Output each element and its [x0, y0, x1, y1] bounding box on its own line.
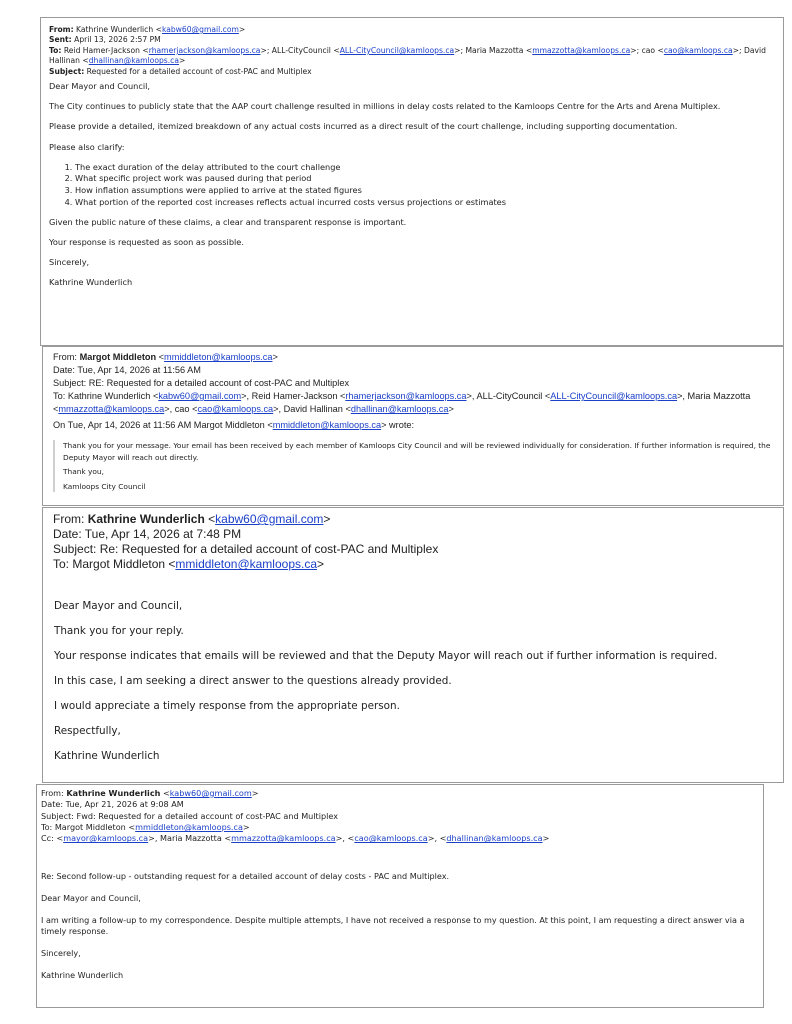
closing: Respectfully, — [54, 725, 121, 738]
body-paragraph: The City continues to publicly state that the AAP court challenge resulted in millions in delay costs related to the Kamloops Centre for the Arts and Arena Multiplex. — [49, 101, 721, 112]
recipient-name: cao — [641, 45, 656, 55]
recipient-email-link[interactable]: rhamerjackson@kamloops.ca — [345, 391, 467, 402]
email-body — [53, 600, 773, 762]
email-second-follow-up — [36, 784, 764, 1008]
subject-line — [49, 67, 775, 77]
email-header — [53, 351, 773, 416]
from-line: From: Kathrine Wunderlich <kabw60@gmail.com> — [53, 512, 331, 526]
to-label: To: — [41, 821, 53, 832]
question-list — [49, 162, 775, 209]
to-line: To: Kathrine Wunderlich <kabw60@gmail.com>, Reid Hamer-Jackson <rhamerjackson@kamloops.ca>, ALL-CityCouncil <ALL-CityCouncil@kamloops.ca>, Maria Mazzotta <mmazzotta@kamloops.ca>, cao <cao@kamloops.ca>, David Hallinan <dhallinan@kamloops.ca> — [53, 391, 751, 415]
email-council-reply — [42, 346, 784, 506]
recipient-email-link[interactable]: cao@kamloops.ca — [663, 45, 733, 55]
email-header — [53, 512, 773, 572]
date-line: Date: Tue, Apr 14, 2026 at 7:48 PM — [53, 527, 242, 542]
from-label: From: — [49, 25, 74, 34]
recipient-name: ALL-CityCouncil — [271, 45, 331, 55]
recipient-email-link[interactable]: kabw60@gmail.com — [158, 391, 242, 402]
attribution-email-link[interactable]: mmiddleton@kamloops.ca — [272, 420, 382, 431]
recipient-name: David Hallinan — [49, 45, 766, 66]
subject-line: Subject: Re: Requested for a detailed account of cost-PAC and Multiplex — [53, 542, 439, 557]
from-label: From: — [41, 788, 64, 798]
email-first-follow-up — [42, 507, 784, 783]
recipient-email-link[interactable]: mmiddleton@kamloops.ca — [135, 821, 243, 832]
quoted-signature: Kamloops City Council — [63, 481, 146, 491]
body-paragraph: Your response is requested as soon as possible. — [49, 237, 244, 248]
from-line: From: Kathrine Wunderlich <kabw60@gmail.com> — [41, 788, 259, 798]
recipient-name: Maria Mazzotta — [687, 391, 751, 402]
list-item: 1. The exact duration of the delay attributed to the court challenge — [75, 162, 775, 174]
recipient-name: Margot Middleton — [72, 557, 166, 572]
from-label: From: — [53, 512, 85, 526]
sent-label: Sent: — [49, 35, 72, 45]
body-paragraph: I am writing a follow-up to my correspondence. Despite multiple attempts, I have not received a response to my question. At this point, I am requesting a direct answer via a timely response. — [41, 914, 745, 937]
to-label: To: — [49, 45, 62, 55]
from-line: From: Kathrine Wunderlich <kabw60@gmail.com> — [49, 25, 246, 34]
from-line: From: Margot Middleton <mmiddleton@kamloops.ca> — [53, 352, 278, 362]
cc-name: Maria Mazzotta — [160, 833, 222, 844]
recipient-name: Reid Hamer-Jackson — [63, 45, 140, 55]
quoted-thanks: Thank you, — [63, 467, 104, 477]
sender-email-link[interactable]: mmiddleton@kamloops.ca — [164, 352, 273, 362]
sender-email-link[interactable]: kabw60@gmail.com — [215, 512, 324, 526]
email-header — [49, 25, 775, 77]
cc-email-link[interactable]: mayor@kamloops.ca — [63, 833, 149, 844]
recipient-email-link[interactable]: dhallinan@kamloops.ca — [350, 404, 449, 415]
subject-label: Subject: — [49, 66, 85, 76]
recipient-name: David Hallinan — [283, 404, 343, 415]
cc-email-link[interactable]: dhallinan@kamloops.ca — [446, 833, 543, 844]
recipient-email-link[interactable]: mmazzotta@kamloops.ca — [532, 45, 631, 55]
recipient-name: Margot Middleton — [54, 821, 126, 832]
sender-name: Margot Middleton — [79, 352, 157, 362]
body-paragraph: Please provide a detailed, itemized breakdown of any actual costs incurred as a direct result of the court challenge, including supporting documentation. — [49, 121, 678, 132]
signature: Kathrine Wunderlich — [41, 970, 124, 981]
to-label: To: — [53, 391, 66, 402]
email-header — [41, 788, 758, 845]
email-body — [41, 871, 758, 982]
to-label: To: — [53, 557, 70, 572]
recipient-email-link[interactable]: mmazzotta@kamloops.ca — [58, 404, 165, 415]
body-paragraph: Thank you for your reply. — [54, 625, 184, 638]
closing: Sincerely, — [41, 948, 81, 959]
sender-name: Kathrine Wunderlich — [76, 25, 154, 34]
recipient-name: Kathrine Wunderlich — [67, 391, 151, 402]
cc-line: Cc: <mayor@kamloops.ca>, Maria Mazzotta <mmazzotta@kamloops.ca>, <cao@kamloops.ca>, <dhallinan@kamloops.ca> — [41, 833, 550, 844]
re-line: Re: Second follow-up - outstanding request for a detailed account of delay costs - PAC and Multiplex. — [41, 870, 450, 881]
quoted-paragraph: Thank you for your message. Your email has been received by each member of Kamloops City Council and will be reviewed individually for consideration. If further information is required, the Deputy Mayor will reach out directly. — [63, 441, 771, 462]
sent-line — [49, 35, 775, 45]
list-item: 2. What specific project work was paused during that period — [75, 173, 775, 185]
sender-name: Kathrine Wunderlich — [66, 788, 161, 798]
body-paragraph: Please also clarify: — [49, 141, 125, 152]
date-line: Date: Tue, Apr 21, 2026 at 9:08 AM — [41, 799, 184, 810]
recipient-name: Maria Mazzotta — [465, 45, 524, 55]
sent-value: April 13, 2026 2:57 PM — [74, 35, 161, 45]
email-body — [49, 81, 775, 288]
sender-email-link[interactable]: kabw60@gmail.com — [161, 25, 239, 34]
quoted-message — [53, 440, 773, 492]
from-label: From: — [53, 352, 77, 362]
body-paragraph: Given the public nature of these claims, a clear and transparent response is important. — [49, 217, 407, 228]
greeting: Dear Mayor and Council, — [49, 81, 150, 92]
sender-name: Kathrine Wunderlich — [87, 512, 205, 526]
quote-attribution: On Tue, Apr 14, 2026 at 11:56 AM Margot Middleton <mmiddleton@kamloops.ca> wrote: — [53, 420, 415, 431]
recipient-email-link[interactable]: dhallinan@kamloops.ca — [88, 56, 179, 66]
cc-email-link[interactable]: mmazzotta@kamloops.ca — [231, 833, 336, 844]
to-line: To: Margot Middleton <mmiddleton@kamloops.ca> — [41, 821, 250, 832]
list-item: 4. What portion of the reported cost increases reflects actual incurred costs versus projections or estimates — [75, 197, 775, 209]
recipient-email-link[interactable]: cao@kamloops.ca — [197, 404, 274, 415]
subject-line: Subject: Fwd: Requested for a detailed account of cost-PAC and Multiplex — [41, 810, 338, 821]
to-line: To: Reid Hamer-Jackson <rhamerjackson@kamloops.ca>; ALL-CityCouncil <ALL-CityCouncil@kamloops.ca>; Maria Mazzotta <mmazzotta@kamloops.ca>; cao <cao@kamloops.ca>; David Hallinan <dhallinan@kamloops.ca> — [49, 45, 766, 66]
recipient-name: Reid Hamer-Jackson — [251, 391, 338, 402]
body-paragraph: I would appreciate a timely response from the appropriate person. — [54, 700, 400, 713]
attribution-text: On Tue, Apr 14, 2026 at 11:56 AM Margot Middleton — [53, 420, 265, 431]
greeting: Dear Mayor and Council, — [54, 600, 183, 613]
sender-email-link[interactable]: kabw60@gmail.com — [169, 788, 252, 798]
cc-email-link[interactable]: cao@kamloops.ca — [354, 833, 428, 844]
email-original-request — [40, 17, 784, 346]
recipient-name: cao — [174, 404, 190, 415]
subject-line: Subject: RE: Requested for a detailed account of cost-PAC and Multiplex — [53, 378, 350, 389]
body-paragraph: In this case, I am seeking a direct answer to the questions already provided. — [54, 675, 452, 688]
body-paragraph: Your response indicates that emails will be reviewed and that the Deputy Mayor will reach out if further information is required. — [54, 650, 718, 663]
recipient-email-link[interactable]: ALL-CityCouncil@kamloops.ca — [550, 391, 678, 402]
signature: Kathrine Wunderlich — [49, 277, 133, 288]
closing: Sincerely, — [49, 257, 90, 268]
attribution-suffix: wrote: — [389, 420, 415, 431]
cc-label: Cc: — [41, 833, 54, 844]
list-item: 3. How inflation assumptions were applied to arrive at the stated figures — [75, 185, 775, 197]
recipient-email-link[interactable]: ALL-CityCouncil@kamloops.ca — [339, 45, 455, 55]
recipient-email-link[interactable]: mmiddleton@kamloops.ca — [175, 557, 317, 572]
signature: Kathrine Wunderlich — [54, 750, 160, 763]
subject-value: Requested for a detailed account of cost-PAC and Multiplex — [86, 66, 312, 76]
recipient-email-link[interactable]: rhamerjackson@kamloops.ca — [148, 45, 261, 55]
recipient-name: ALL-CityCouncil — [476, 391, 543, 402]
greeting: Dear Mayor and Council, — [41, 892, 141, 903]
to-line: To: Margot Middleton <mmiddleton@kamloops.ca> — [53, 557, 325, 572]
date-line: Date: Tue, Apr 14, 2026 at 11:56 AM — [53, 365, 201, 376]
